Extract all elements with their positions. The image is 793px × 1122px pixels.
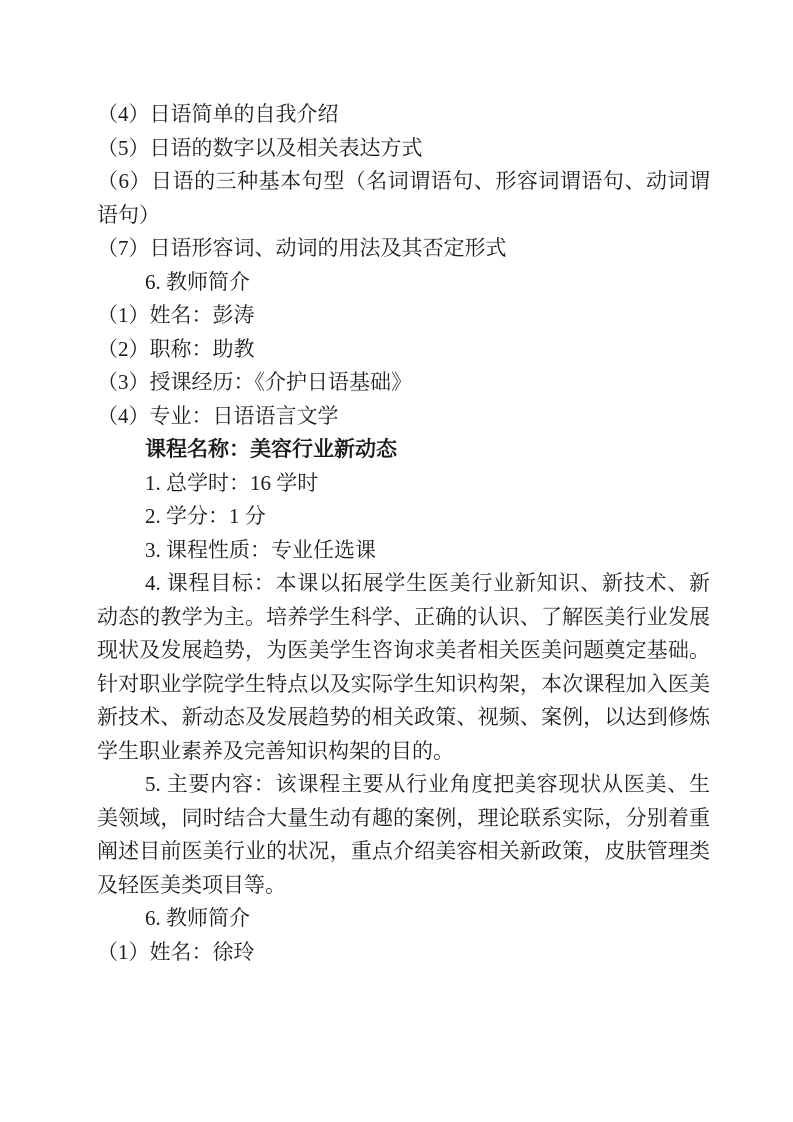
course-title-heading: 课程名称：美容行业新动态	[145, 438, 397, 461]
teacher-name-line: （1）姓名：徐玲	[97, 939, 255, 964]
teacher-intro-heading: 6. 教师简介	[145, 906, 250, 930]
course-hours-line: 1. 总学时：16 学时	[145, 470, 319, 495]
course-credits-line: 2. 学分：1 分	[145, 504, 266, 528]
teacher-name-line: （1）姓名：彭涛	[97, 303, 255, 327]
teacher-experience-line: （3）授课经历：《介护日语基础》	[97, 370, 412, 394]
teacher-title-line: （2）职称：助教	[97, 336, 255, 361]
syllabus-topic-item: （7）日语形容词、动词的用法及其否定形式	[97, 236, 507, 260]
syllabus-topic-item: （6）日语的三种基本句型（名词谓语句、形容词谓语句、动词谓语句）	[97, 169, 710, 227]
teacher-major-line: （4）专业：日语语言文学	[97, 403, 339, 428]
course-content-paragraph: 5. 主要内容：该课程主要从行业角度把美容现状从医美、生美领域，同时结合大量生动有趣的案例，理论联系实际，分别着重阐述目前医美行业的状况，重点介绍美容相关新政策，皮肤管理类及轻医美类项目等。	[97, 772, 710, 897]
course-type-line: 3. 课程性质：专业任选课	[145, 537, 376, 562]
teacher-intro-heading: 6. 教师简介	[145, 269, 250, 294]
course-objective-paragraph: 4. 课程目标：本课以拓展学生医美行业新知识、新技术、新动态的教学为主。培养学生科学、正确的认识、了解医美行业发展现状及发展趋势，为医美学生咨询求美者相关医美问题奠定基础。针对职业学院学生特点以及实际学生知识构架，本次课程加入医美新技术、新动态及发展趋势的相关政策、视频、案例，以达到修炼学生职业素养及完善知识构架的目的。	[97, 571, 710, 763]
syllabus-topic-item: （4）日语简单的自我介绍	[97, 102, 339, 126]
syllabus-topic-item: （5）日语的数字以及相关表达方式	[97, 135, 423, 160]
